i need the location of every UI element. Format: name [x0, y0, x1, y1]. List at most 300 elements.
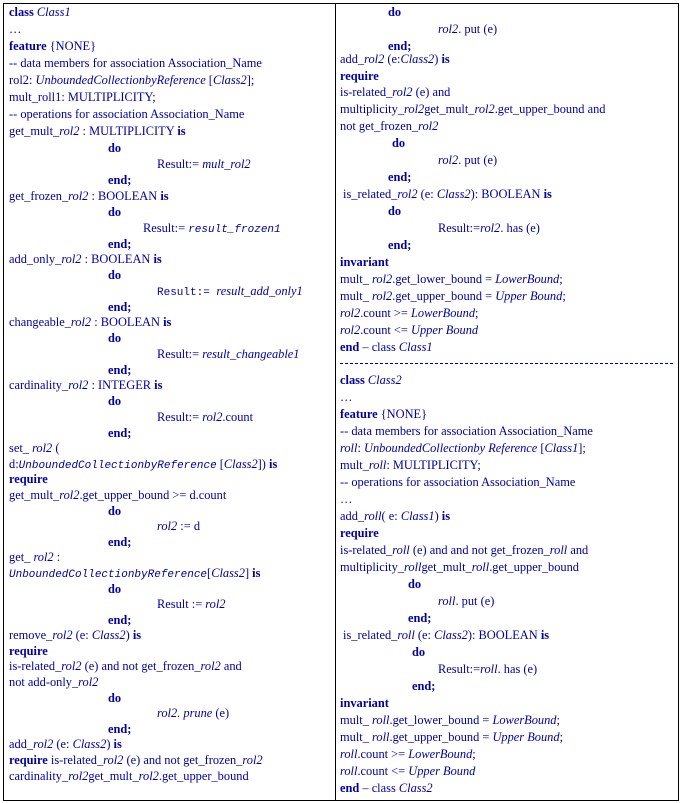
role-name: rol2 — [68, 769, 89, 783]
role-name: rol2 — [68, 189, 89, 203]
code-text: get_mult_ — [424, 102, 475, 116]
keyword: is — [540, 628, 550, 642]
code-line: … — [340, 492, 353, 506]
code-text: .get_lower_bound = — [392, 272, 496, 286]
keyword-line: invariant — [340, 696, 389, 710]
keyword: end — [340, 340, 360, 354]
class-name: Class2 — [91, 628, 126, 642]
role-name: rol2 — [438, 153, 459, 167]
code-line — [9, 38, 96, 55]
role-name: rol2 — [78, 675, 99, 689]
code-line — [343, 186, 552, 203]
code-line — [157, 518, 200, 535]
code-text: and — [220, 659, 242, 673]
value-name: mult_rol2 — [202, 157, 251, 171]
code-line — [340, 780, 433, 797]
code-text: add_ — [340, 52, 365, 66]
code-text: . put (e) — [455, 594, 495, 608]
bound-name: LowerBound — [492, 713, 557, 727]
role-name: rol2 — [33, 737, 54, 751]
comment-line: -- data members for association Association_Name — [340, 424, 593, 438]
code-text: is-related_ — [340, 543, 393, 557]
code-text: cardinality_ — [9, 378, 69, 392]
code-text: (e: — [384, 52, 401, 66]
code-line — [343, 627, 549, 644]
role-name: rol2 — [372, 272, 393, 286]
keyword-line: do — [108, 205, 122, 219]
code-text: not get_frozen_ — [340, 119, 419, 133]
role-name: roll — [372, 713, 390, 727]
role-name: roll — [364, 509, 382, 523]
code-text: : BOOLEAN — [91, 315, 164, 329]
code-text: ; — [475, 306, 479, 320]
code-text: not add-only_ — [9, 675, 79, 689]
keyword-line: do — [408, 577, 422, 591]
code-text: d: — [9, 457, 19, 471]
role-name: rol2. prune — [157, 706, 213, 720]
code-line — [9, 377, 162, 394]
code-line — [157, 705, 229, 722]
code-text: (e) and and not get_frozen_ — [409, 543, 550, 557]
code-line — [340, 118, 438, 135]
role-name: roll — [372, 730, 390, 744]
code-line — [9, 251, 162, 268]
keyword-line: require — [9, 472, 48, 486]
keyword: is — [132, 628, 142, 642]
keyword-line: do — [108, 582, 122, 596]
role-name: rol2 — [103, 753, 124, 767]
keyword: end — [340, 781, 360, 795]
class-name: Class2 — [398, 781, 433, 795]
role-name: rol2 — [200, 659, 221, 673]
role-name: roll — [340, 747, 358, 761]
code-text: . put (e) — [458, 153, 498, 167]
code-text: add_only_ — [9, 252, 62, 266]
code-text: add_ — [340, 509, 365, 523]
code-text: ]; — [578, 441, 586, 455]
code-text: – class — [359, 781, 399, 795]
code-text: ; — [562, 289, 566, 303]
keyword: feature — [340, 407, 378, 421]
code-line — [9, 627, 141, 644]
class-name: Class2 — [72, 737, 107, 751]
keyword-line: end; — [408, 611, 432, 625]
code-line — [157, 283, 303, 302]
keyword: is — [543, 187, 552, 201]
bound-name: Upper Bound — [492, 730, 560, 744]
code-line — [9, 188, 169, 205]
code-text: (e) and not get_frozen_ — [81, 659, 201, 673]
code-line — [157, 409, 253, 426]
keyword-line: require — [9, 644, 48, 658]
code-text: add_ — [9, 737, 34, 751]
role-name: rol2 — [397, 187, 418, 201]
role-name: roll — [340, 441, 358, 455]
role-name: rol2 — [138, 769, 159, 783]
code-line: … — [9, 22, 22, 36]
keyword: is — [252, 566, 261, 580]
role-name: rol2 — [205, 597, 226, 611]
class-separator-line — [340, 363, 673, 364]
keyword-line: do — [108, 141, 122, 155]
code-line — [340, 440, 586, 457]
code-text: .count <= — [357, 764, 409, 778]
code-text: ; — [472, 747, 476, 761]
keyword-line: end; — [108, 535, 132, 549]
type-name: UnboundedCollectionby Reference — [364, 441, 538, 455]
role-name: rol2 — [242, 753, 263, 767]
role-name: roll — [480, 662, 498, 676]
code-text: is-related_ — [340, 85, 393, 99]
keyword-line: require — [340, 526, 379, 540]
code-text: [ — [207, 566, 212, 580]
code-text: set_ — [9, 441, 33, 455]
role-name: roll — [438, 594, 456, 608]
code-text: .get_upper_bound >= d.count — [79, 488, 227, 502]
code-line — [438, 220, 540, 237]
code-line — [340, 51, 450, 68]
code-text: (e: — [72, 628, 92, 642]
keyword-line: do — [392, 136, 406, 150]
code-text: Result:= — [157, 410, 203, 424]
code-text: get_mult_ — [421, 560, 472, 574]
keyword: is — [154, 378, 163, 392]
code-text: [ — [216, 457, 224, 471]
code-text: : BOOLEAN — [88, 189, 161, 203]
code-text: ) — [125, 628, 133, 642]
keyword-line: end; — [108, 363, 132, 377]
code-text: ): BOOLEAN — [467, 628, 541, 642]
value-name: result_frozen1 — [188, 224, 281, 236]
code-line — [9, 736, 122, 753]
code-text: .get_lower_bound = — [389, 713, 493, 727]
class-name: Class1 — [398, 340, 433, 354]
keyword-line: do — [108, 504, 122, 518]
code-text: .count <= — [360, 323, 411, 337]
code-text: mult_ — [340, 713, 373, 727]
class-name: Class2 — [211, 566, 245, 580]
code-text: mult_ — [340, 272, 373, 286]
class-name: Class2 — [400, 52, 435, 66]
code-text: – class — [359, 340, 399, 354]
keyword: is — [113, 737, 122, 751]
code-line — [340, 271, 563, 288]
role-name: rol2 — [364, 52, 385, 66]
code-text: ] — [244, 566, 253, 580]
code-text: : MULTIPLICITY; — [386, 458, 481, 472]
code-text: (e) and — [412, 85, 451, 99]
code-text: get_mult_ — [9, 124, 60, 138]
code-text: .get_upper_bound = — [392, 289, 496, 303]
role-name: rol2 — [438, 22, 459, 36]
code-text: ) — [106, 737, 114, 751]
role-name: roll — [392, 543, 410, 557]
keyword: is — [160, 189, 169, 203]
code-line — [340, 339, 433, 356]
keyword-line: end; — [412, 679, 436, 693]
code-text: : MULTIPLICITY — [79, 124, 178, 138]
code-text: : — [53, 550, 61, 564]
class-name: Class2 — [223, 457, 258, 471]
code-text: [ — [205, 73, 213, 87]
code-text: mult_ — [340, 289, 373, 303]
role-name: rol2 — [474, 102, 495, 116]
value-name: result_changeable1 — [202, 347, 300, 361]
code-text: : BOOLEAN — [81, 252, 154, 266]
role-name: rol2 — [33, 550, 54, 564]
code-text: ( — [52, 441, 60, 455]
code-line — [340, 559, 579, 576]
role-name: roll — [549, 543, 568, 557]
code-text: : — [357, 441, 364, 455]
code-line — [340, 288, 566, 305]
code-line: mult_roll1: MULTIPLICITY; — [9, 90, 156, 104]
code-text: [ — [537, 441, 545, 455]
role-name: rol2 — [61, 659, 82, 673]
keyword: is — [163, 315, 172, 329]
code-text: := d — [177, 519, 201, 533]
keyword-line: do — [412, 645, 426, 659]
bound-name: LowerBound — [411, 306, 476, 320]
code-line — [9, 4, 71, 21]
code-text: ( e: — [381, 509, 401, 523]
code-line — [9, 752, 263, 769]
code-text: get_ — [9, 550, 34, 564]
code-text: (e) and not get_frozen_ — [123, 753, 243, 767]
keyword-line: do — [108, 394, 122, 408]
role-name: rol2 — [340, 323, 361, 337]
role-name: rol2 — [340, 306, 361, 320]
code-line — [9, 768, 249, 785]
code-line — [340, 372, 402, 389]
code-line — [9, 456, 277, 475]
code-line — [340, 763, 475, 780]
code-text: ]; — [246, 73, 255, 87]
code-line — [340, 712, 560, 729]
role-name: rol2 — [418, 119, 439, 133]
code-line — [340, 457, 481, 474]
keyword-line: end; — [108, 613, 132, 627]
class-name: Class1 — [544, 441, 579, 455]
keyword-line: end; — [388, 238, 412, 252]
code-line — [438, 21, 497, 38]
code-line — [438, 661, 537, 678]
code-text: .get_upper_bound — [489, 560, 580, 574]
comment-line: -- operations for association Association_Name — [340, 475, 576, 489]
role-name: roll — [397, 628, 415, 642]
keyword-line: end; — [108, 426, 132, 440]
role-name: roll — [404, 560, 422, 574]
code-text: .get_upper_bound = — [389, 730, 493, 744]
code-line — [340, 305, 478, 322]
code-text: is_related_ — [343, 628, 398, 642]
code-text: is-related_ — [9, 659, 62, 673]
keyword: require — [9, 753, 48, 767]
code-line — [340, 746, 476, 763]
role-name: rol2 — [52, 628, 73, 642]
code-text: .count — [222, 410, 254, 424]
role-name: rol2 — [202, 410, 223, 424]
code-line — [438, 593, 494, 610]
code-text: ): BOOLEAN — [470, 187, 544, 201]
role-name: rol2 — [480, 221, 501, 235]
keyword: is — [441, 52, 450, 66]
code-line — [340, 84, 450, 101]
bound-name: LowerBound — [408, 747, 473, 761]
class-name: Class1 — [400, 509, 435, 523]
keyword-line: invariant — [340, 255, 389, 269]
code-line — [340, 542, 588, 559]
code-line — [9, 72, 254, 89]
code-text: : INTEGER — [88, 378, 155, 392]
keyword-line: do — [108, 268, 122, 282]
code-line — [9, 123, 186, 140]
code-text: is_related_ — [343, 187, 398, 201]
keyword-line: end; — [108, 722, 132, 736]
code-line — [340, 322, 478, 339]
code-text: (e: — [417, 187, 437, 201]
code-text: {NONE} — [377, 407, 428, 421]
class-name: Class2 — [212, 73, 247, 87]
code-text: get_mult_ — [9, 488, 60, 502]
code-text: Result:= — [143, 221, 189, 235]
code-text: .get_upper_bound — [158, 769, 249, 783]
role-name: rol2 — [59, 124, 80, 138]
code-text: ]) — [257, 457, 270, 471]
code-text: cardinality_ — [9, 769, 69, 783]
code-line — [9, 549, 60, 566]
code-text: Result:= — [157, 347, 203, 361]
bound-name: Upper Bound — [411, 323, 479, 337]
keyword: class — [340, 373, 365, 387]
class-name: Class2 — [364, 373, 402, 387]
class-name: Class2 — [434, 628, 468, 642]
role-name: rol2 — [61, 252, 82, 266]
code-text: changeable_ — [9, 315, 71, 329]
code-text: rol2: — [9, 73, 36, 87]
code-text: Result:= — [157, 157, 203, 171]
code-text: . put (e) — [458, 22, 498, 36]
code-line: … — [340, 390, 353, 404]
role-name: rol2 — [59, 488, 80, 502]
code-text: . has (e) — [500, 221, 540, 235]
keyword: feature — [9, 39, 47, 53]
keyword: is — [269, 457, 278, 471]
code-line — [157, 346, 299, 363]
keyword-line: end; — [388, 39, 412, 53]
code-text: ; — [556, 713, 560, 727]
code-line — [340, 729, 563, 746]
role-name: roll — [368, 458, 387, 472]
code-text: ; — [559, 272, 563, 286]
comment-line: -- operations for association Association_Name — [9, 107, 245, 121]
keyword: is — [177, 124, 186, 138]
code-text: (e: — [414, 628, 435, 642]
class-name: Class2 — [436, 187, 471, 201]
code-line — [340, 508, 450, 525]
keyword-line: do — [388, 5, 402, 19]
code-line — [340, 406, 427, 423]
code-text: .get_upper_bound and — [494, 102, 606, 116]
code-text: is-related_ — [47, 753, 104, 767]
keyword: is — [441, 509, 451, 523]
keyword-line: do — [108, 331, 122, 345]
type-name: UnboundedCollectionbyReference — [9, 569, 208, 581]
code-text: multiplicity_ — [340, 560, 405, 574]
role-name: roll — [471, 560, 490, 574]
code-line — [9, 314, 171, 331]
role-name: rol2 — [70, 315, 92, 329]
code-text: ; — [559, 730, 564, 744]
code-line — [9, 658, 242, 675]
class-name: Class1 — [36, 5, 71, 19]
role-name: roll — [340, 764, 358, 778]
value-name: result_add_only1 — [216, 284, 303, 298]
code-text: mult_ — [340, 730, 373, 744]
keyword-line: require — [340, 69, 379, 83]
code-line — [9, 565, 260, 584]
code-text: remove_ — [9, 628, 53, 642]
role-name: rol2 — [157, 519, 178, 533]
role-name: rol2 — [68, 378, 89, 392]
code-text: multiplicity_ — [340, 102, 405, 116]
keyword-line: end; — [108, 173, 132, 187]
code-text: (e) — [212, 706, 230, 720]
keyword: class — [9, 5, 34, 19]
code-text: ) — [434, 509, 442, 523]
type-name: UnboundedCollectionbyReference — [18, 460, 217, 472]
code-text: get_frozen_ — [9, 189, 69, 203]
code-text: . has (e) — [497, 662, 538, 676]
type-name: UnboundedCollectionbyReference — [35, 73, 206, 87]
code-text: {NONE} — [49, 39, 97, 53]
code-line — [157, 596, 226, 613]
role-name: rol2 — [404, 102, 425, 116]
keyword-line: end; — [108, 300, 132, 314]
bound-name: LowerBound — [495, 272, 560, 286]
code-line — [438, 152, 497, 169]
code-line — [9, 440, 60, 457]
code-line — [143, 220, 281, 239]
code-text: Result:= — [438, 221, 481, 235]
code-text: .count >= — [360, 306, 411, 320]
bound-name: Upper Bound — [408, 764, 476, 778]
code-text: get_mult_ — [88, 769, 139, 783]
keyword-line: do — [108, 691, 122, 705]
code-line — [9, 487, 226, 504]
keyword-line: end; — [108, 237, 132, 251]
code-text: .count >= — [357, 747, 409, 761]
keyword: is — [153, 252, 162, 266]
code-text: Result:= — [438, 662, 481, 676]
code-text: Result:= — [157, 287, 217, 299]
keyword-line: do — [388, 204, 402, 218]
code-text: (e: — [53, 737, 73, 751]
code-text: ) — [434, 52, 442, 66]
code-text: and — [567, 543, 589, 557]
comment-line: -- data members for association Association_Name — [9, 56, 262, 70]
role-name: rol2 — [372, 289, 393, 303]
code-text: mult_ — [340, 458, 369, 472]
code-line — [157, 156, 251, 173]
code-line — [9, 674, 98, 691]
bound-name: Upper Bound — [495, 289, 563, 303]
keyword-line: end; — [388, 170, 412, 184]
role-name: rol2 — [32, 441, 53, 455]
role-name: rol2 — [392, 85, 413, 99]
code-line — [340, 101, 606, 118]
code-text: Result := — [157, 597, 206, 611]
